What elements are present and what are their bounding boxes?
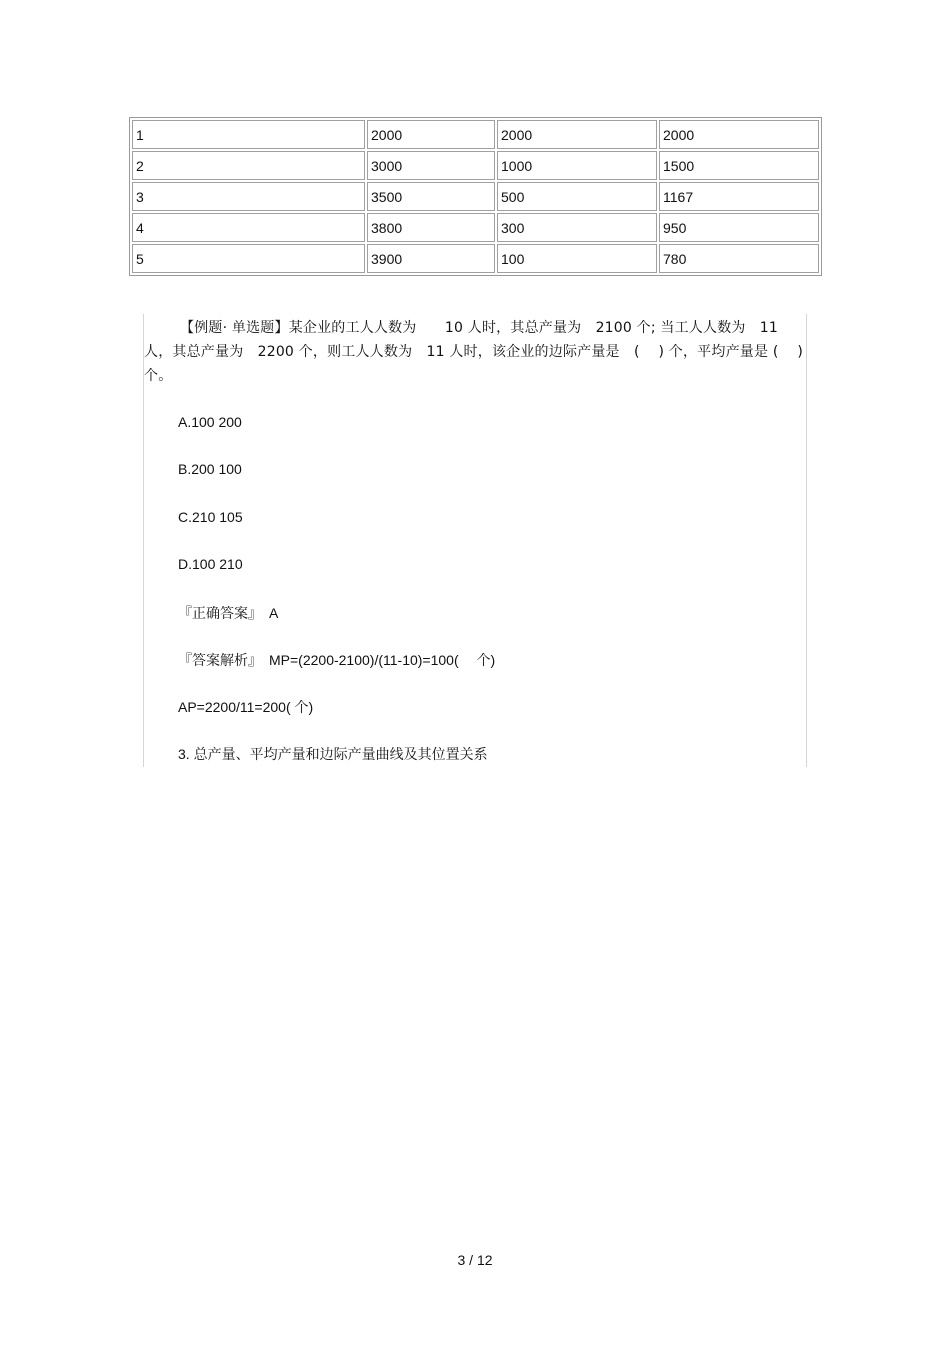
table-row — [132, 151, 819, 180]
question-stem: 【例题· 单选题】某企业的工人人数为 10 人时，其总产量为 2100 个; 当工人人数为 11 人，其总产量为 2200 个，则工人人数为 11 人时，该企业的边际产量是 ( ) 个，平均产量是 ( ) 个。 — [144, 320, 803, 384]
table-row — [132, 120, 819, 149]
table-cell: 3900 — [367, 244, 495, 273]
table-cell: 3800 — [367, 213, 495, 242]
option-c: C.210 105 — [178, 509, 243, 525]
ap-formula: AP=2200/11=200( 个) — [178, 699, 314, 715]
table-cell: 3 — [132, 182, 365, 211]
table-cell: 500 — [497, 182, 657, 211]
table-row — [132, 244, 819, 273]
table-row — [132, 213, 819, 242]
table-cell: 780 — [659, 244, 819, 273]
table-cell: 2000 — [497, 120, 657, 149]
option-b: B.200 100 — [178, 461, 242, 477]
table-cell: 3500 — [367, 182, 495, 211]
table-cell: 5 — [132, 244, 365, 273]
table-cell: 3000 — [367, 151, 495, 180]
page-number: 3 / 12 — [457, 1252, 493, 1268]
table-cell: 2000 — [367, 120, 495, 149]
table-cell: 2 — [132, 151, 365, 180]
table-cell: 1 — [132, 120, 365, 149]
table-cell: 100 — [497, 244, 657, 273]
table-cell: 1500 — [659, 151, 819, 180]
section-heading: 3. 总产量、平均产量和边际产量曲线及其位置关系 — [178, 746, 488, 762]
table-row — [132, 182, 819, 211]
correct-answer: 『正确答案』 A — [178, 605, 279, 621]
table-cell: 950 — [659, 213, 819, 242]
question-box — [143, 314, 807, 767]
table-cell: 4 — [132, 213, 365, 242]
table-cell: 1000 — [497, 151, 657, 180]
table-cell: 2000 — [659, 120, 819, 149]
option-d: D.100 210 — [178, 556, 243, 572]
table-cell: 1167 — [659, 182, 819, 211]
option-a: A.100 200 — [178, 414, 242, 430]
table-cell: 300 — [497, 213, 657, 242]
answer-analysis: 『答案解析』 MP=(2200-2100)/(11-10)=100( 个) — [178, 652, 496, 668]
production-table — [129, 117, 822, 276]
